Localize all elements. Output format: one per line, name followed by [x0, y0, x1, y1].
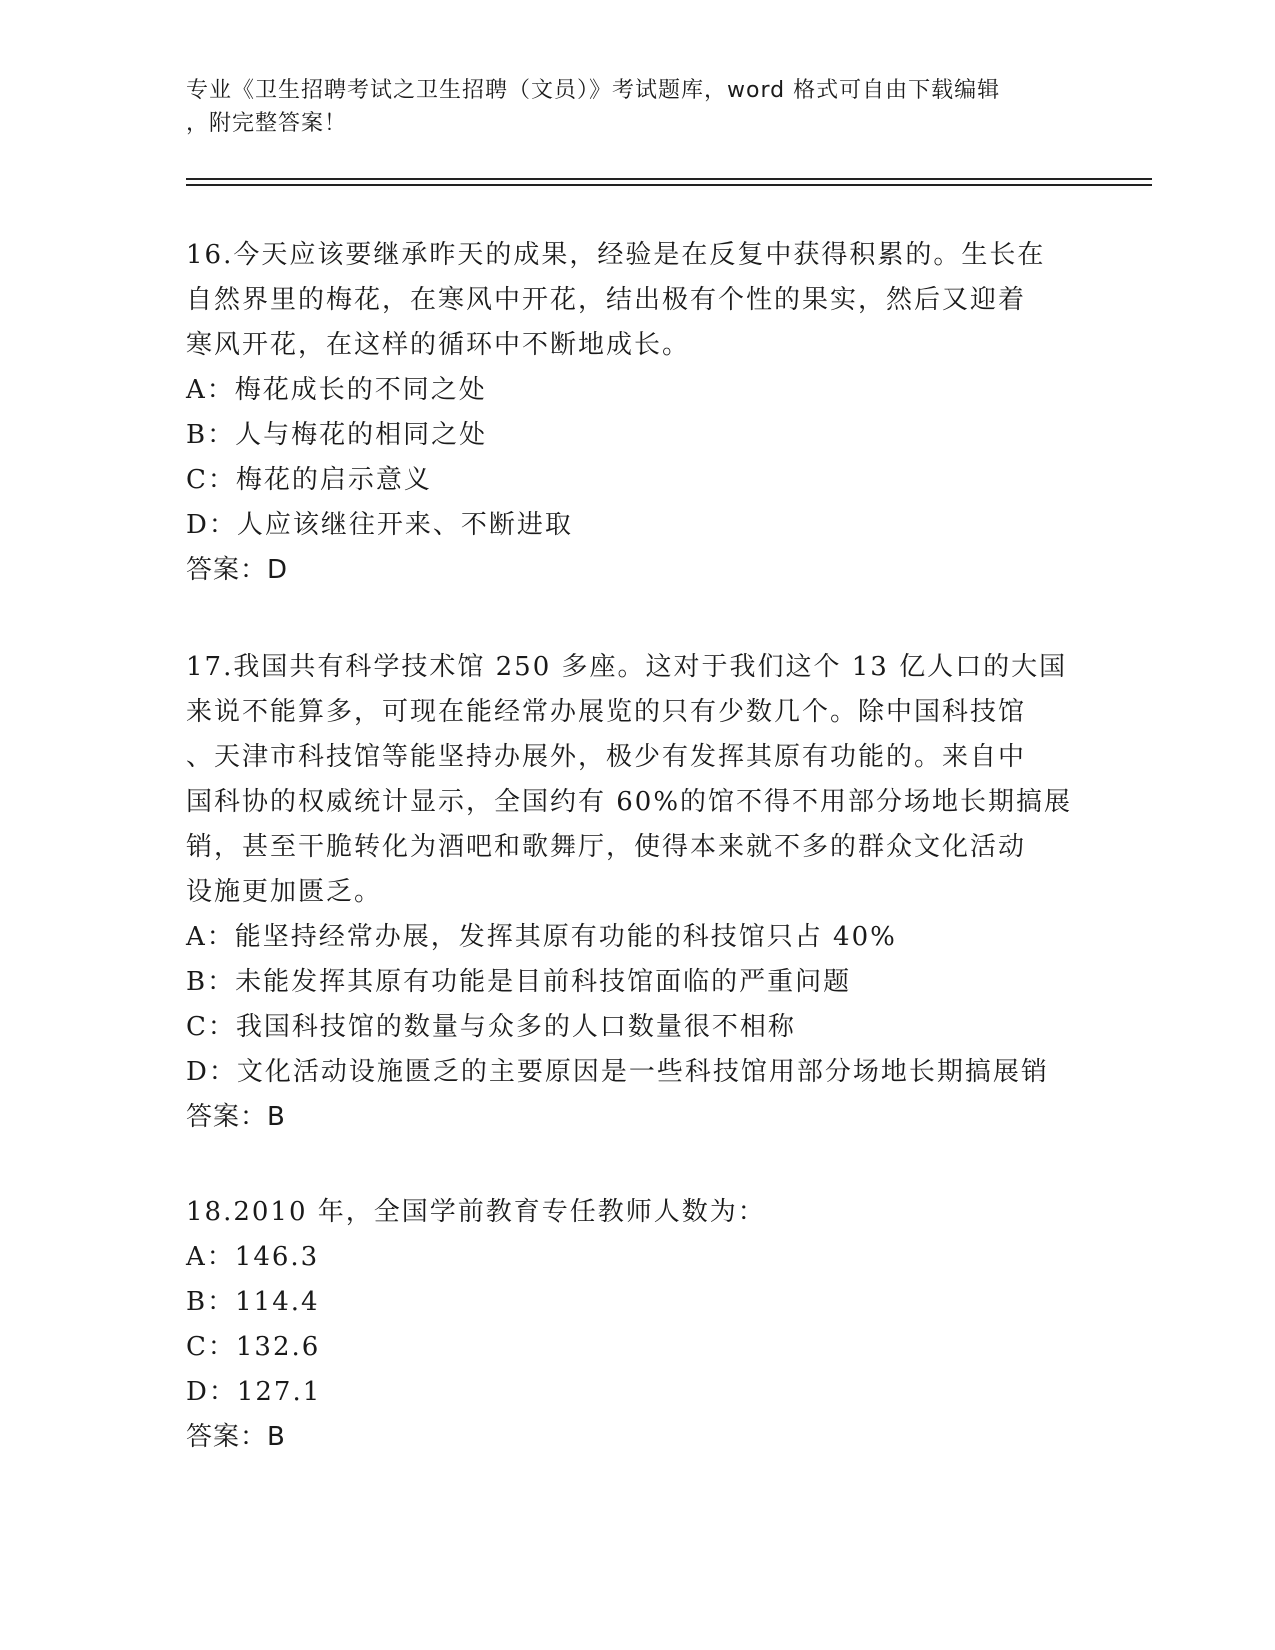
option-b: B：未能发挥其原有功能是目前科技馆面临的严重问题	[186, 967, 852, 997]
answer-label: 答案：B	[186, 1422, 286, 1452]
question-stem-line: 来说不能算多，可现在能经常办展览的只有少数几个。除中国科技馆	[186, 697, 1027, 727]
option-b: B：114.4	[186, 1287, 320, 1317]
option-c: C：132.6	[186, 1332, 321, 1362]
question-stem-line: 自然界里的梅花，在寒风中开花，结出极有个性的果实，然后又迎着	[186, 285, 1027, 315]
option-c: C：梅花的启示意义	[186, 465, 432, 495]
option-d: D：127.1	[186, 1377, 322, 1407]
question-stem-line: 、天津市科技馆等能坚持办展外，极少有发挥其原有功能的。来自中	[186, 742, 1027, 772]
option-c: C：我国科技馆的数量与众多的人口数量很不相称	[186, 1012, 796, 1042]
question-17	[186, 645, 1086, 1140]
option-d: D：人应该继往开来、不断进取	[186, 510, 573, 540]
document-header	[186, 74, 1066, 140]
question-stem-line: 17.我国共有科学技术馆 250 多座。这对于我们这个 13 亿人口的大国	[186, 652, 1068, 682]
option-d: D：文化活动设施匮乏的主要原因是一些科技馆用部分场地长期搞展销	[186, 1057, 1049, 1087]
option-b: B：人与梅花的相同之处	[186, 420, 488, 450]
question-16	[186, 233, 1086, 593]
option-a: A：能坚持经常办展，发挥其原有功能的科技馆只占 40%	[186, 922, 897, 952]
option-a: A：梅花成长的不同之处	[186, 375, 487, 405]
header-line: 专业《卫生招聘考试之卫生招聘（文员）》考试题库，word 格式可自由下载编辑	[186, 78, 1001, 103]
answer-label: 答案：B	[186, 1102, 286, 1132]
header-line: ，附完整答案！	[186, 111, 348, 136]
question-stem-line: 设施更加匮乏。	[186, 877, 383, 907]
question-stem-line: 国科协的权威统计显示，全国约有 60%的馆不得不用部分场地长期搞展	[186, 787, 1073, 817]
option-a: A：146.3	[186, 1242, 320, 1272]
header-divider	[186, 178, 1152, 180]
question-stem-line: 寒风开花，在这样的循环中不断地成长。	[186, 330, 691, 360]
answer-label: 答案：D	[186, 555, 289, 585]
question-stem-line: 销，甚至干脆转化为酒吧和歌舞厅，使得本来就不多的群众文化活动	[186, 832, 1027, 862]
question-stem-line: 16.今天应该要继承昨天的成果，经验是在反复中获得积累的。生长在	[186, 240, 1046, 270]
question-18	[186, 1190, 1086, 1460]
question-stem-line: 18.2010 年，全国学前教育专任教师人数为：	[186, 1197, 766, 1227]
header-divider	[186, 184, 1152, 186]
